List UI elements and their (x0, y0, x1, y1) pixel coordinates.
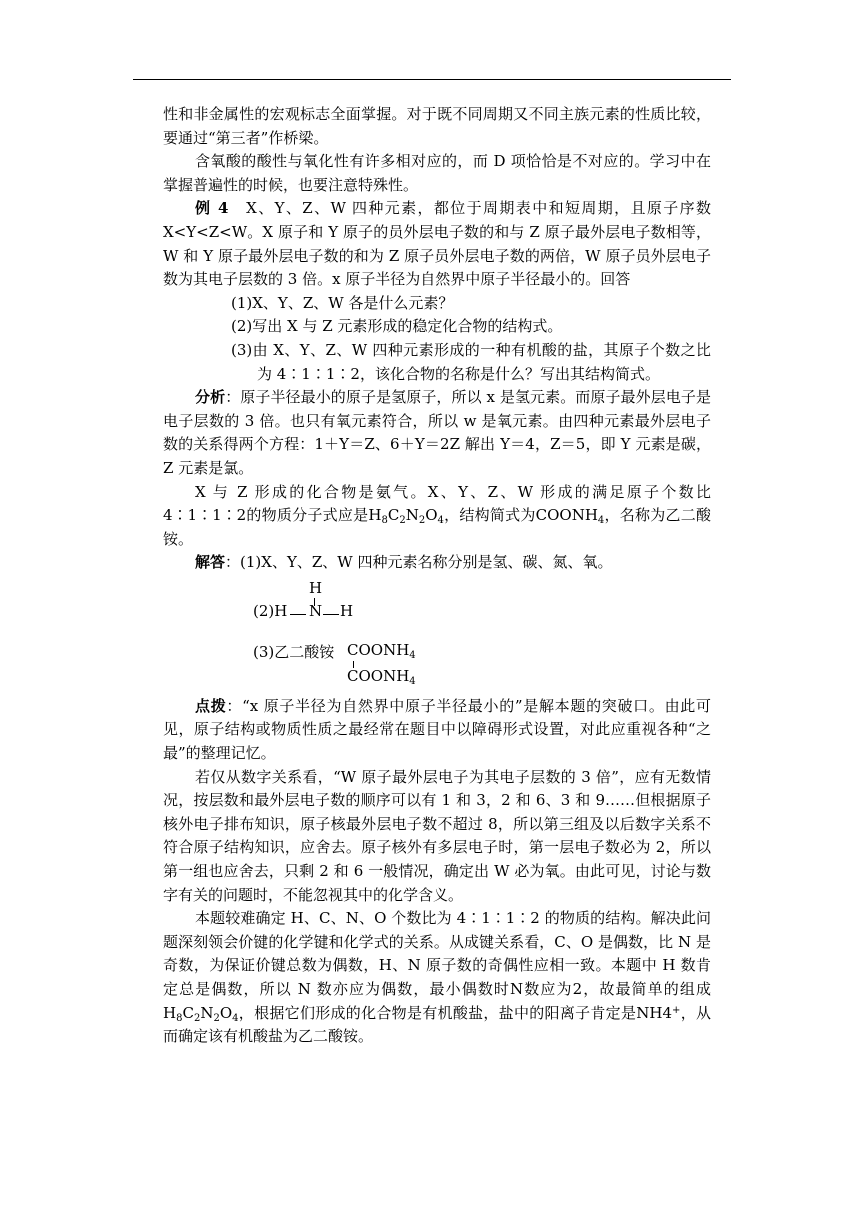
solution-label: 解答 (195, 553, 226, 572)
structure-formulas (163, 577, 711, 695)
tip-paragraph: 点拨：“x 原子半径为自然界中原子半径最小的”是解本题的突破口。由此可见，原子结构或物质性质之最经常在题目中以障碍形式设置，对此应重视各种“之最”的整理记忆。 (163, 696, 711, 763)
ammonia-top-h: H (309, 578, 323, 597)
header-rule (133, 79, 731, 80)
analysis-paragraph: 分析：原子半径最小的原子是氢原子，所以 x 是氢元素。而原子最外层电子是电子层数的 3 倍。也只有氧元素符合，所以 w 是氧元素。由四种元素最外层电子数的关系得两个方程：1＋Y＝Z、6＋Y＝2Z 解出 Y＝4，Z＝5，即 Y 元素是碳，Z 元素是氯。 (163, 388, 711, 477)
analysis-formula-paragraph: X 与 Z 形成的化合物是氨气。X、Y、Z、W 形成的满足原子个数比4∶1∶1∶2的物质分子式应是$H_8C_2N_2O_4$，结构简式为$COONH_4$，名称为乙二酸铵。 (163, 482, 711, 548)
paragraph-number-relations: 若仅从数字关系看，“W 原子最外层电子为其电子层数的 3 倍”，应有无数情况，按层数和最外层电子数的顺序可以有 1 和 3，2 和 6、3 和 9……但根据原子核外电子排布知识，原子核最外层电子数不超过 8，所以第三组及以后数字关系不符合原子结构知识，应舍去。原子核外有多层电子时，第一层电子数必为 2，所以第一组也应舍去，只剩 2 和 6 一般情况，确定出 W 必为氧。由此可见，讨论与数字有关的问题时，不能忽视其中的化学含义。 (163, 767, 711, 904)
molecular-formula: $H_8C_2N_2O_4$ (368, 506, 444, 527)
question-1: (1)X、Y、Z、W 各是什么元素？ (231, 293, 454, 312)
example-question (163, 197, 711, 291)
ammonia-right-bond (323, 614, 339, 615)
paragraph-properties: 性和非金属性的宏观标志全面掌握。对于既不同周期又不同主族元素的性质比较，要通过“第三者”作桥梁。 (163, 105, 711, 147)
analysis-label: 分析 (195, 388, 226, 407)
oxalate-line-1: $COONH_4$ (347, 640, 416, 661)
question-2: (2)写出 X 与 Z 元素形成的稳定化合物的结构式。 (231, 317, 563, 336)
question-3: (3)由 X、Y、Z、W 四种元素形成的一种有机酸的盐，其原子个数之比为 4∶1∶1∶2，该化合物的名称是什么？写出其结构简式。 (231, 340, 711, 383)
example-text: X、Y、Z、W 四种元素，都位于周期表中和短周期，且原子序数 X<Y<Z<W。X 原子和 Y 原子的员外层电子数的和与 Z 原子最外层电子数相等，W 和 Y 原子最外层电子数的和为 Z 原子员外层电子数的两倍，W 原子员外层电子数为其电子层数的 3 倍。x 原子半径为自然界中原子半径最小的。回答 (163, 199, 711, 289)
ammonia-right-h: H (340, 601, 354, 620)
solution-paragraph: 解答：(1)X、Y、Z、W 四种元素名称分别是氢、碳、氮、氧。 (195, 553, 613, 572)
oxalate-line-2: $COONH_4$ (347, 666, 416, 687)
ammonia-left: (2)H (253, 601, 288, 620)
ammonia-n: N (309, 601, 323, 620)
paragraph-structure-determination: 本题较难确定 H、C、N、O 个数比为 4∶1∶1∶2 的物质的结构。解决此问题深刻领会价键的化学键和化学式的关系。从成键关系看，C、O 是偶数，比 N 是奇数，为保证价键总数为偶数，H、N 原子数的奇偶性应相一致。本题中 H 数肯定总是偶数，所以 N 数亦应为偶数，最小偶数时N数应为2，故最简单的组成$H_8C_2N_2O_4$，根据它们形成的化合物是有机酸盐，盐中的阳离子肯定是NH4+，从而确定该有机酸盐为乙二酸铵。 (163, 909, 711, 1046)
ammonia-left-bond (290, 614, 306, 615)
document-body (163, 103, 711, 1049)
tip-label: 点拨 (195, 696, 227, 715)
example-label: 例 4 (195, 199, 229, 218)
paragraph-oxyacid: 含氧酸的酸性与氧化性有许多相对应的，而 D 项恰恰是不对应的。学习中在掌握普遍性的时候，也要注意特殊性。 (163, 152, 711, 194)
oxalate-name: (3)乙二酸铵 (253, 642, 335, 661)
molecular-formula-2: $H_8C_2N_2O_4$ (163, 1003, 239, 1024)
